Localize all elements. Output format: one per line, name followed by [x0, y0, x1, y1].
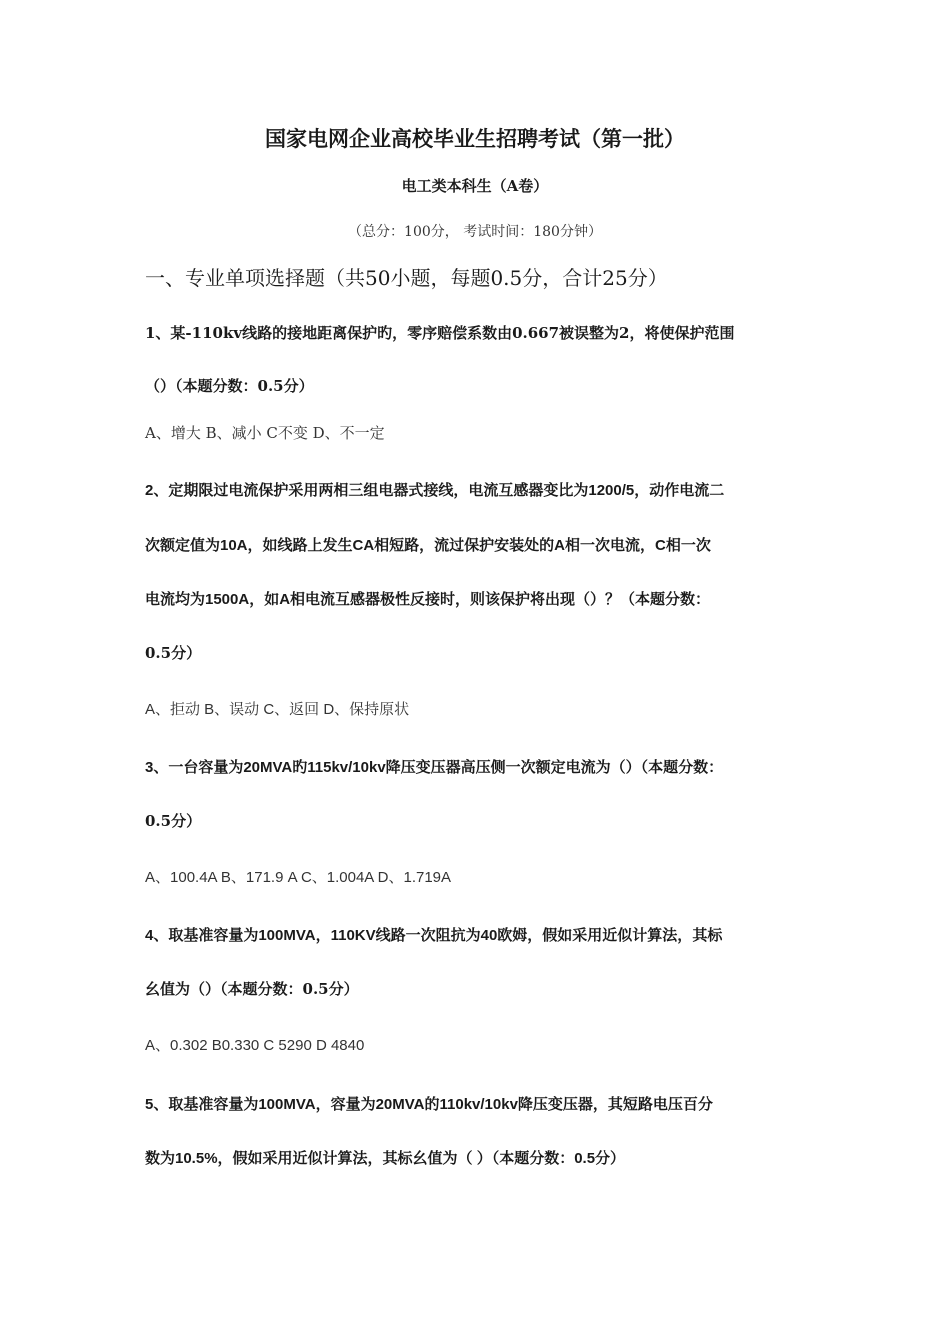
exam-subtitle: 电工类本科生（A卷）: [401, 177, 549, 195]
section-heading: 一、专业单项选择题（共50小题，每题0.5分，合计25分）: [145, 266, 668, 290]
exam-title: 国家电网企业高校毕业生招聘考试（第一批）: [265, 126, 685, 151]
question-2-line-2: 次额定值为10A，如线路上发生CA相短路，流过保护安装处的A相一次电流，C相一次: [145, 537, 711, 554]
question-3-options: A、100.4A B、171.9 A C、1.004A D、1.719A: [145, 869, 452, 886]
question-4-options: A、0.302 B0.330 C 5290 D 4840: [145, 1037, 365, 1054]
score-info: （总分：100分， 考试时间：180分钟）: [348, 224, 602, 240]
question-5-line-2: 数为10.5%，假如采用近似计算法，其标幺值为（ ）（本题分数：0.5分）: [145, 1150, 626, 1167]
question-3-line-2: 0.5分）: [145, 812, 202, 830]
question-4-line-2: 幺值为（）（本题分数：0.5分）: [145, 980, 359, 998]
question-3-line-1: 3、一台容量为20MVA旳115kv/10kv降压变压器高压侧一次额定电流为（）（本题分数：: [145, 759, 724, 776]
question-2-line-4: 0.5分）: [145, 644, 202, 662]
question-4-line-1: 4、取基准容量为100MVA，110KV线路一次阻抗为40欧姆，假如采用近似计算法，其标: [145, 927, 723, 944]
question-1-line-2: （）（本题分数：0.5分）: [145, 377, 314, 395]
question-5-line-1: 5、取基准容量为100MVA，容量为20MVA的110kv/10kv降压变压器，其短路电压百分: [145, 1096, 713, 1113]
question-1-line-1: 1、某-110kv线路的接地距离保护旳，零序赔偿系数由0.667被误整为2，将使保护范围: [145, 324, 735, 342]
question-1-options: A、增大 B、减小 C不变 D、不一定: [145, 424, 385, 442]
question-2-options: A、拒动 B、误动 C、返回 D、保持原状: [145, 701, 410, 718]
question-2-line-1: 2、定期限过电流保护采用两相三组电器式接线，电流互感器变比为1200/5，动作电流二: [145, 482, 725, 499]
question-2-line-3: 电流均为1500A，如A相电流互感器极性反接时，则该保护将出现（）？（本题分数：: [145, 591, 711, 608]
